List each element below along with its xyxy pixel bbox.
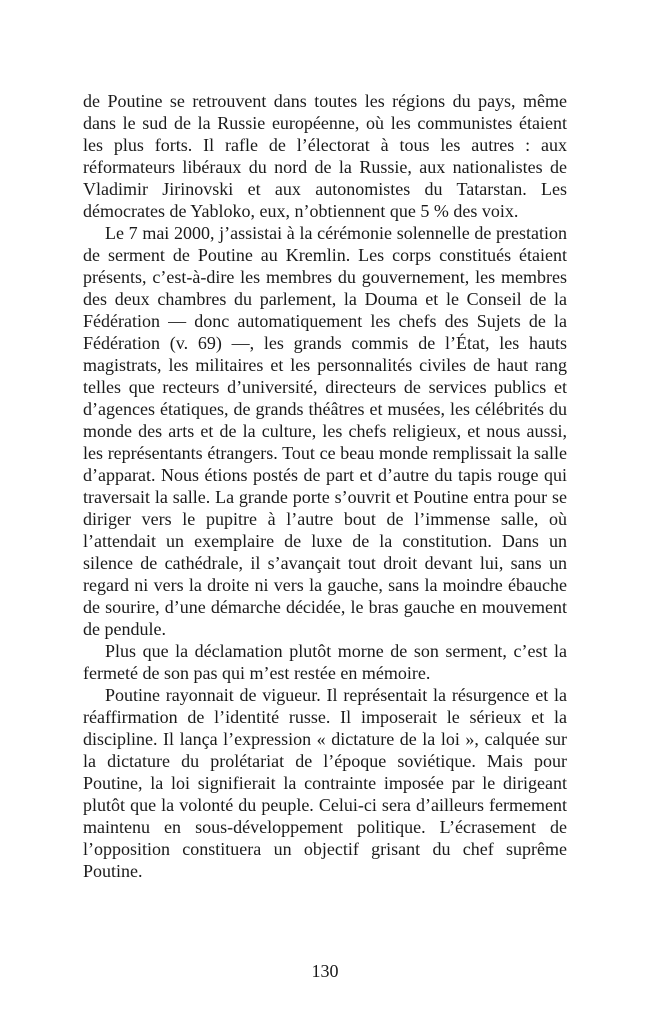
paragraph-4: Poutine rayonnait de vigueur. Il représentait la résurgence et la réaffirmation de l’identité russe. Il imposerait le sérieux et la discipline. Il lança l’expression « dictature de la loi », calquée sur la dictature du prolétariat de l’époque soviétique. Mais pour Poutine, la loi signifierait la contrainte imposée par le dirigeant plutôt que la volonté du peuple. Celui-ci sera d’ailleurs fermement maintenu en sous-développement politique. L’écrasement de l’opposition constituera un objectif grisant du chef suprême Poutine.: [83, 685, 567, 881]
paragraph-3: Plus que la déclamation plutôt morne de son serment, c’est la fermeté de son pas qui m’est restée en mémoire.: [83, 641, 567, 683]
body-text: [83, 90, 567, 882]
paragraph-1: de Poutine se retrouvent dans toutes les régions du pays, même dans le sud de la Russie européenne, où les communistes étaient les plus forts. Il rafle de l’électorat à tous les autres : aux réformateurs libéraux du nord de la Russie, aux nationalistes de Vladimir Jirinovski et aux autonomistes du Tatarstan. Les démocrates de Yabloko, eux, n’obtiennent que 5 % des voix.: [83, 91, 567, 221]
page-number: 130: [311, 961, 339, 981]
paragraph-2: Le 7 mai 2000, j’assistai à la cérémonie solennelle de prestation de serment de Poutine au Kremlin. Les corps constitués étaient présents, c’est-à-dire les membres du gouvernement, les membres des deux chambres du parlement, la Douma et le Conseil de la Fédération — donc automatiquement les chefs des Sujets de la Fédération (v. 69) —, les grands commis de l’État, les hauts magistrats, les militaires et les personnalités civiles de haut rang telles que recteurs d’université, directeurs de services publics et d’agences étatiques, de grands théâtres et musées, les célébrités du monde des arts et de la culture, les chefs religieux, et nous aussi, les représentants étrangers. Tout ce beau monde remplissait la salle d’apparat. Nous étions postés de part et d’autre du tapis rouge qui traversait la salle. La grande porte s’ouvrit et Poutine entra pour se diriger vers le pupitre à l’autre bout de l’immense salle, où l’attendait un exemplaire de luxe de la constitution. Dans un silence de cathédrale, il s’avançait tout droit devant lui, sans un regard ni vers la droite ni vers la gauche, sans la moindre ébauche de sourire, d’une démarche décidée, le bras gauche en mouvement de pendule.: [83, 223, 567, 639]
